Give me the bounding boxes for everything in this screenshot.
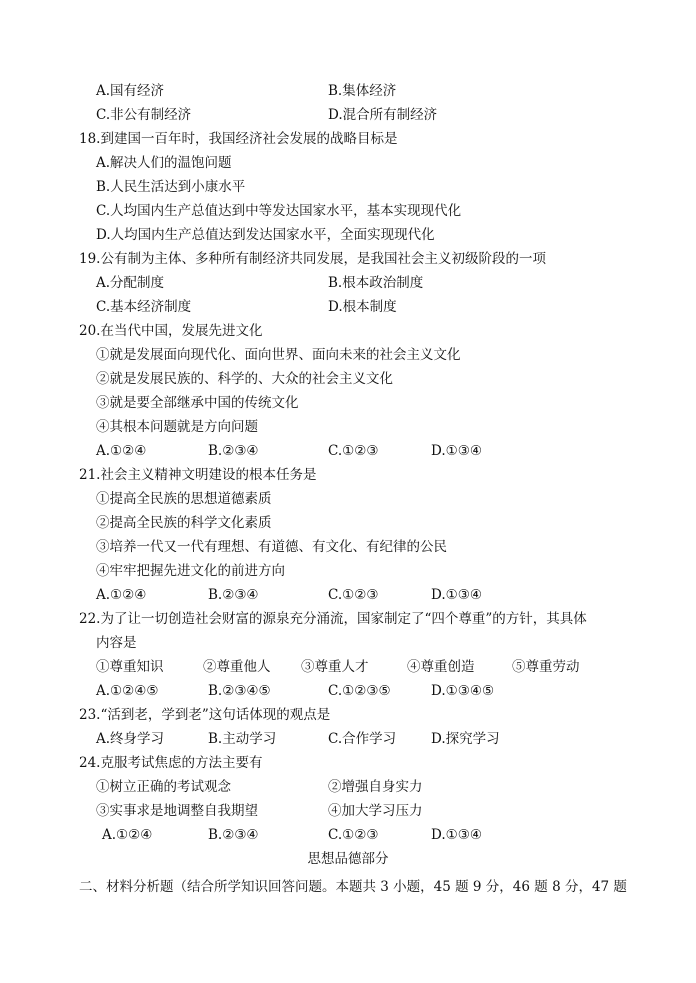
q17-option-c: C.非公有制经济: [96, 107, 192, 123]
q21-statement-4: ④牢牢把握先进文化的前进方向: [96, 563, 285, 579]
q22-statement-2: ②尊重他人: [203, 659, 271, 675]
q24-option-d: D.①③④: [431, 827, 482, 843]
q20-statement-3: ③就是要全部继承中国的传统文化: [96, 395, 299, 411]
q21-option-d: D.①③④: [431, 587, 482, 603]
q19-option-c: C.基本经济制度: [96, 299, 192, 315]
q22-option-b: B.②③④⑤: [208, 683, 271, 699]
q20-option-c: C.①②③: [328, 443, 379, 459]
q19-option-b: B.根本政治制度: [328, 275, 424, 291]
q20-stem: 20.在当代中国，发展先进文化: [79, 323, 263, 339]
q20-statement-1: ①就是发展面向现代化、面向世界、面向未来的社会主义文化: [96, 347, 461, 363]
q24-option-c: C.①②③: [328, 827, 379, 843]
q23-option-a: A.终身学习: [96, 731, 165, 747]
q23-option-b: B.主动学习: [208, 731, 277, 747]
q17-option-a: A.国有经济: [96, 83, 165, 99]
q18-option-b: B.人民生活达到小康水平: [96, 179, 246, 195]
q19-option-a: A.分配制度: [96, 275, 165, 291]
q17-option-b: B.集体经济: [328, 83, 397, 99]
q18-option-d: D.人均国内生产总值达到发达国家水平，全面实现现代化: [96, 227, 435, 243]
q22-statement-1: ①尊重知识: [96, 659, 164, 675]
q21-stem: 21.社会主义精神文明建设的根本任务是: [79, 467, 317, 483]
q20-option-a: A.①②④: [96, 443, 147, 459]
q18-option-c: C.人均国内生产总值达到中等发达国家水平，基本实现现代化: [96, 203, 462, 219]
q21-option-a: A.①②④: [96, 587, 147, 603]
q18-option-a: A.解决人们的温饱问题: [96, 155, 232, 171]
q23-stem: 23.“活到老，学到老”这句话体现的观点是: [79, 707, 331, 723]
q21-option-b: B.②③④: [208, 587, 259, 603]
part-two-heading: 二、材料分析题（结合所学知识回答问题。本题共 3 小题，45 题 9 分，46 题 8 分，47 题: [79, 879, 627, 895]
q17-option-d: D.混合所有制经济: [328, 107, 438, 123]
q22-option-d: D.①③④⑤: [431, 683, 495, 699]
q21-statement-1: ①提高全民族的思想道德素质: [96, 491, 272, 507]
section-title: 思想品德部分: [307, 851, 389, 867]
q22-statement-3: ③尊重人才: [301, 659, 369, 675]
q24-option-b: B.②③④: [208, 827, 259, 843]
q23-option-c: C.合作学习: [328, 731, 397, 747]
q23-option-d: D.探究学习: [431, 731, 500, 747]
q22-stem-line-2: 内容是: [96, 635, 137, 651]
q21-option-c: C.①②③: [328, 587, 379, 603]
q20-statement-2: ②就是发展民族的、科学的、大众的社会主义文化: [96, 371, 393, 387]
q24-statement-1: ①树立正确的考试观念: [96, 779, 231, 795]
q20-statement-4: ④其根本问题就是方向问题: [96, 419, 258, 435]
q24-stem: 24.克服考试焦虑的方法主要有: [79, 755, 263, 771]
q22-statement-4: ④尊重创造: [407, 659, 475, 675]
q24-statement-4: ④加大学习压力: [328, 803, 423, 819]
q21-statement-3: ③培养一代又一代有理想、有道德、有文化、有纪律的公民: [96, 539, 447, 555]
q24-statement-3: ③实事求是地调整自我期望: [96, 803, 258, 819]
q20-option-d: D.①③④: [431, 443, 482, 459]
q24-statement-2: ②增强自身实力: [328, 779, 423, 795]
q24-option-a: A.①②④: [102, 827, 153, 843]
q22-option-c: C.①②③⑤: [328, 683, 391, 699]
q19-option-d: D.根本制度: [328, 299, 397, 315]
q22-stem-line-1: 22.为了让一切创造社会财富的源泉充分涌流，国家制定了“四个尊重”的方针，其具体: [79, 611, 587, 627]
q22-option-a: A.①②④⑤: [96, 683, 159, 699]
q21-statement-2: ②提高全民族的科学文化素质: [96, 515, 272, 531]
q22-statement-5: ⑤尊重劳动: [512, 659, 580, 675]
q18-stem: 18.到建国一百年时，我国经济社会发展的战略目标是: [79, 131, 398, 147]
q19-stem: 19.公有制为主体、多种所有制经济共同发展，是我国社会主义初级阶段的一项: [79, 251, 546, 267]
q20-option-b: B.②③④: [208, 443, 259, 459]
